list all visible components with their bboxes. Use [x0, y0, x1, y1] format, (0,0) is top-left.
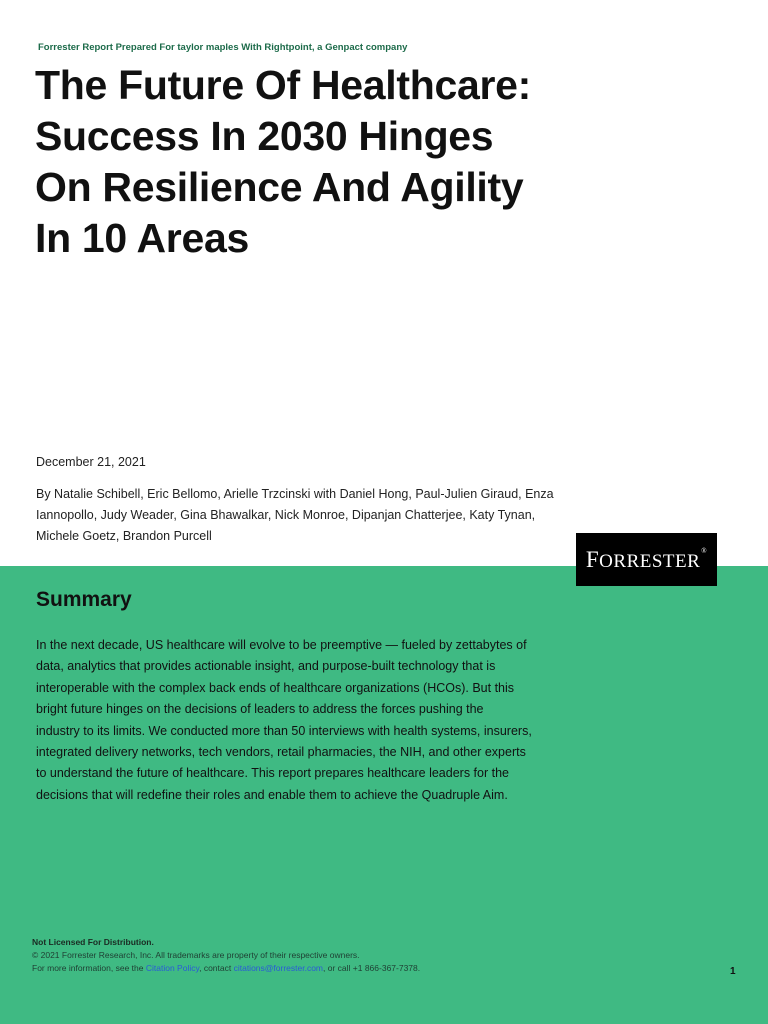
author-line: Michele Goetz, Brandon Purcell: [36, 529, 212, 543]
publication-date: December 21, 2021: [36, 455, 146, 469]
logo-first-letter: F: [585, 546, 600, 572]
citation-policy-link[interactable]: Citation Policy: [145, 963, 200, 973]
summary-line: decisions that will redefine their roles and enable them to achieve the Quadruple Aim.: [36, 787, 508, 802]
registered-mark: ®: [701, 546, 708, 555]
more-info-prefix: For more information, see the: [32, 963, 146, 973]
citations-email-link[interactable]: citations@forrester.com: [233, 963, 324, 973]
contact-prefix: , contact: [199, 963, 234, 973]
report-title-line: Success In 2030 Hinges: [35, 113, 494, 159]
author-line: Iannopollo, Judy Weader, Gina Bhawalkar, Nick Monroe, Dipanjan Chatterjee, Katy Tynan,: [36, 508, 536, 522]
report-title-line: On Resilience And Agility: [35, 164, 524, 210]
more-info-line: [32, 962, 420, 975]
footer: [32, 936, 420, 975]
logo-rest-letters: ORRESTER: [599, 550, 701, 572]
summary-line: interoperable with the complex back ends of healthcare organizations (HCOs). But this: [36, 680, 515, 695]
forrester-logo: [576, 533, 717, 586]
summary-line: bright future hinges on the decisions of leaders to address the forces pushing the: [36, 702, 484, 717]
summary-line: data, analytics that provides actionable insight, and purpose-built technology that is: [36, 659, 496, 674]
page-number: 1: [730, 966, 736, 977]
copyright-notice: © 2021 Forrester Research, Inc. All trademarks are property of their respective owners.: [32, 950, 360, 960]
call-suffix: , or call +1 866-367-7378.: [323, 963, 421, 973]
summary-paragraph: [36, 635, 561, 806]
summary-line: to understand the future of healthcare. This report prepares healthcare leaders for the: [36, 766, 509, 781]
report-title-line: In 10 Areas: [35, 215, 249, 261]
summary-section: [0, 566, 768, 1024]
summary-line: industry to its limits. We conducted more than 50 interviews with health systems, insurers,: [36, 723, 532, 738]
author-list: [36, 484, 581, 547]
prepared-for-line: Forrester Report Prepared For taylor maples With Rightpoint, a Genpact company: [38, 42, 408, 53]
license-notice: Not Licensed For Distribution.: [32, 937, 154, 947]
author-line: By Natalie Schibell, Eric Bellomo, Arielle Trzcinski with Daniel Hong, Paul-Julien Giraud, Enza: [36, 487, 554, 501]
forrester-logo-text: [586, 547, 707, 573]
summary-heading: Summary: [36, 588, 132, 611]
summary-line: In the next decade, US healthcare will evolve to be preemptive — fueled by zettabytes of: [36, 638, 527, 652]
report-title-line: The Future Of Healthcare:: [35, 62, 531, 108]
summary-line: integrated delivery networks, tech vendors, retail pharmacies, the NIH, and other experts: [36, 745, 526, 760]
report-title: [35, 60, 635, 264]
